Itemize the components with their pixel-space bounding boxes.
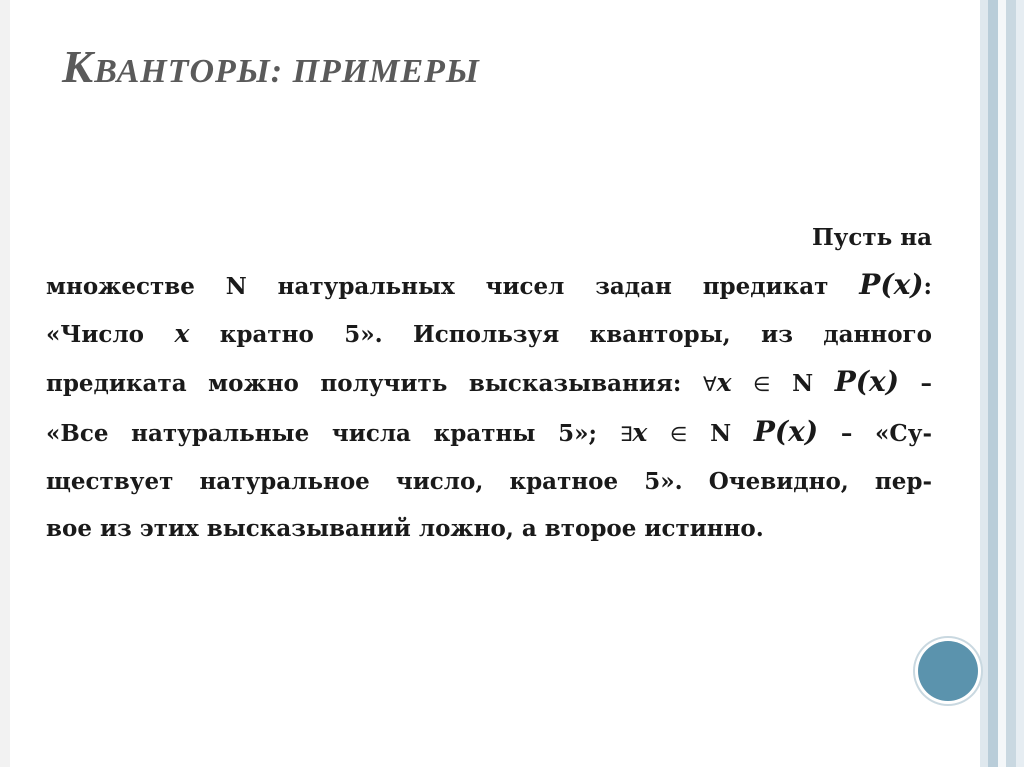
text-span: натуральных чисел задан предикат: [277, 273, 829, 300]
variable: x: [174, 319, 190, 348]
stripe: [980, 0, 988, 767]
text-span: Пусть на: [811, 224, 932, 251]
stripe: [988, 0, 998, 767]
example-text: [46, 214, 932, 552]
stripe: [1016, 0, 1024, 767]
predicate-formula: P(x): [753, 415, 819, 448]
slide-title: [62, 40, 480, 93]
text-span: вое из этих высказываний ложно, а второе истинно.: [46, 515, 764, 542]
text-span: :: [923, 273, 933, 300]
exists-symbol: ∃: [619, 422, 633, 446]
predicate-formula: P(x): [859, 268, 924, 301]
title-rest: [94, 53, 480, 90]
text-span: – «Су-: [840, 420, 932, 447]
text-span: «Число: [46, 321, 144, 348]
text-line: [46, 214, 932, 261]
text-line: [46, 408, 932, 458]
decorative-circle: [918, 641, 978, 701]
text-span: «Все натуральные числа кратны 5»;: [46, 420, 597, 447]
set-symbol: N: [225, 273, 247, 300]
forall-symbol: ∀: [702, 372, 717, 396]
variable: x: [632, 418, 648, 447]
stripe: [998, 0, 1006, 767]
text-span: ществует натуральное число, кратное 5». Очевидно, пер-: [46, 468, 932, 495]
stripe: [1006, 0, 1016, 767]
text-span: –: [920, 370, 933, 397]
text-span: предиката можно получить высказывания:: [46, 370, 682, 397]
set-symbol: N: [792, 370, 814, 397]
set-symbol: N: [710, 420, 732, 447]
right-decorative-stripes: [980, 0, 1024, 767]
title-rest-text: ВАНТОРЫ: ПРИМЕРЫ: [94, 53, 480, 90]
predicate-formula: P(x): [834, 365, 899, 398]
text-line: [46, 458, 932, 505]
text-line: [46, 261, 932, 310]
title-initial: К: [62, 41, 95, 92]
text-line: [46, 310, 932, 358]
element-of-symbol: ∈: [669, 422, 688, 446]
text-line: [46, 358, 932, 408]
text-line: [46, 505, 932, 552]
text-span: множестве: [46, 273, 195, 300]
text-span: кратно 5». Используя кванторы, из данного: [219, 321, 932, 348]
variable: x: [716, 368, 732, 397]
element-of-symbol: ∈: [753, 372, 771, 396]
